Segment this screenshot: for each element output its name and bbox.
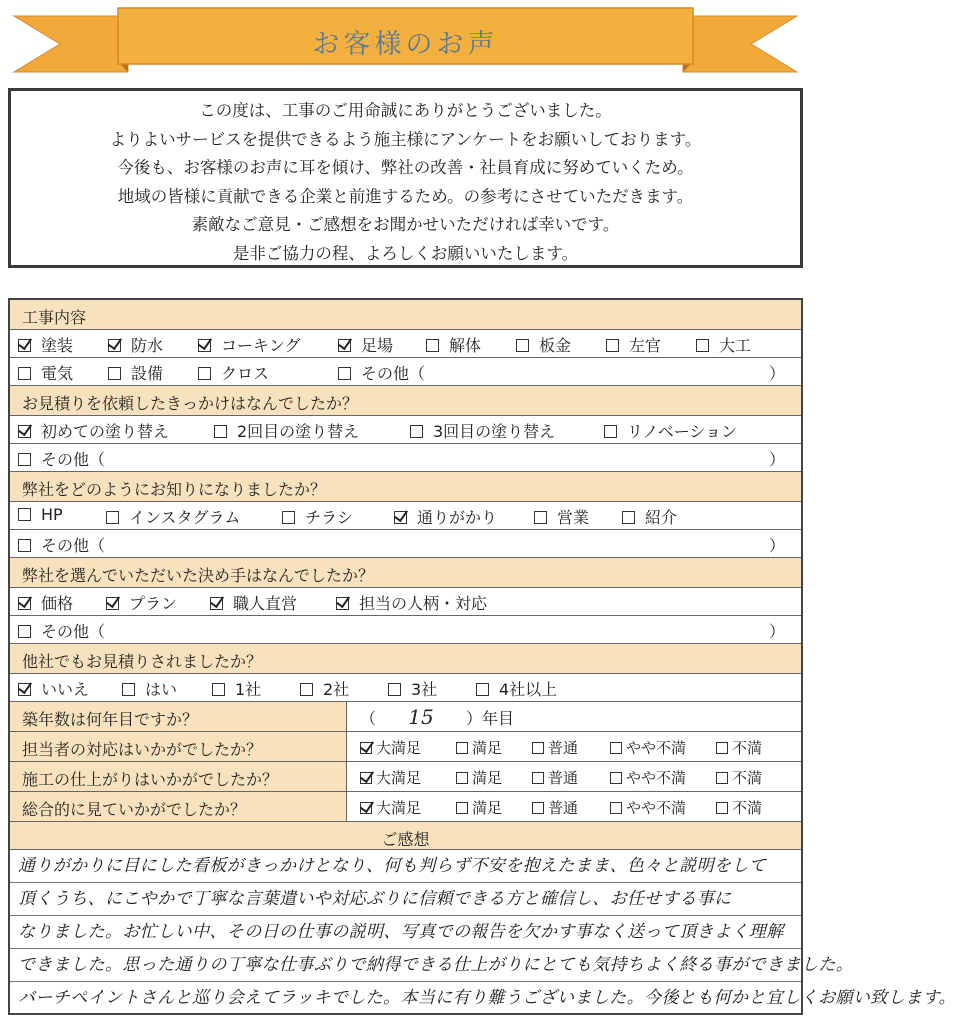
rating-option[interactable]: 満足 [456, 737, 502, 758]
option-sheet-metal[interactable]: 板金 [516, 333, 571, 356]
rating-option[interactable]: 普通 [532, 737, 578, 758]
option-carpentry[interactable]: 大工 [696, 333, 751, 356]
checkbox[interactable] [106, 511, 119, 524]
question-label: 工事内容 [22, 308, 87, 327]
building-age-field[interactable]: （ 15 ）年目 [360, 705, 515, 729]
checkbox[interactable] [716, 742, 728, 754]
checkbox[interactable] [360, 742, 372, 754]
options-row [10, 416, 801, 444]
rating-option[interactable]: やや不満 [610, 797, 686, 818]
checkbox[interactable] [122, 683, 135, 696]
checkbox[interactable] [18, 339, 31, 352]
comment-line: 頂くうち、にこやかで丁寧な言葉遣いや対応ぶりに信頼できる方と確信し、お任せする事に [10, 883, 801, 916]
rating-option[interactable]: やや不満 [610, 737, 686, 758]
checkbox[interactable] [18, 683, 31, 696]
checkbox[interactable] [282, 511, 295, 524]
option-direct-craftsmen[interactable]: 職人直営 [210, 591, 297, 614]
rating-option[interactable]: 不満 [716, 797, 762, 818]
checkbox[interactable] [198, 367, 211, 380]
checkbox[interactable] [108, 339, 121, 352]
options-row [10, 616, 801, 644]
question-label: お見積りを依頼したきっかけはなんでしたか？ [22, 394, 359, 413]
checkbox[interactable] [610, 772, 622, 784]
checkbox[interactable] [18, 425, 31, 438]
checkbox[interactable] [532, 742, 544, 754]
question-header-work [10, 300, 801, 330]
question-label: 総合的に見ていかがでしたか？ [22, 800, 247, 819]
checkbox[interactable] [532, 802, 544, 814]
checkbox[interactable] [716, 802, 728, 814]
checkbox[interactable] [338, 367, 351, 380]
question-label: 弊社を選んでいただいた決め手はなんでしたか？ [22, 566, 375, 585]
rating-option[interactable]: 満足 [456, 797, 502, 818]
option-scaffolding[interactable]: 足場 [338, 333, 393, 356]
checkbox[interactable] [18, 539, 31, 552]
rating-option[interactable]: 不満 [716, 767, 762, 788]
checkbox[interactable] [410, 425, 423, 438]
options-row [10, 502, 801, 530]
options-row [10, 444, 801, 472]
checkbox[interactable] [476, 683, 489, 696]
checkbox[interactable] [18, 367, 31, 380]
checkbox[interactable] [426, 339, 439, 352]
option-other[interactable]: その他（ [18, 447, 105, 470]
question-cell [10, 762, 347, 791]
option-second-repaint[interactable]: 2回目の塗り替え [214, 419, 359, 442]
close-paren: ） [768, 622, 785, 641]
option-passing-by[interactable]: 通りがかり [394, 505, 497, 528]
checkbox[interactable] [388, 683, 401, 696]
option-yes[interactable]: はい [122, 677, 177, 700]
question-row-finish-quality [10, 762, 801, 792]
option-sales[interactable]: 営業 [534, 505, 589, 528]
option-referral[interactable]: 紹介 [622, 505, 677, 528]
option-wallpaper[interactable]: クロス [198, 361, 269, 384]
options-row [10, 674, 801, 702]
option-plastering[interactable]: 左官 [606, 333, 661, 356]
intro-line: 是非ご協力の程、よろしくお願いいたします。 [232, 243, 579, 263]
comments-header [10, 822, 801, 850]
question-cell [10, 792, 347, 821]
checkbox[interactable] [622, 511, 635, 524]
rating-option[interactable]: 満足 [456, 767, 502, 788]
option-renovation[interactable]: リノベーション [604, 419, 737, 442]
checkbox[interactable] [18, 508, 31, 521]
option-other[interactable]: その他（ [338, 361, 425, 384]
question-row-overall [10, 792, 801, 822]
checkbox[interactable] [696, 339, 709, 352]
comment-line: できました。思った通りの丁寧な仕事ぶりで納得できる仕上がりにとても気持ちよく終る事ができました。 [10, 949, 801, 982]
option-equipment[interactable]: 設備 [108, 361, 163, 384]
intro-line: 今後も、お客様のお声に耳を傾け、弊社の改善・社員育成に努めていくため。 [117, 158, 694, 178]
option-waterproofing[interactable]: 防水 [108, 333, 163, 356]
option-other[interactable]: その他（ [18, 619, 105, 642]
question-label: 施工の仕上がりはいかがでしたか？ [22, 770, 279, 789]
checkbox[interactable] [534, 511, 547, 524]
question-label: 担当者の対応はいかがでしたか？ [22, 740, 263, 759]
options-row [10, 330, 801, 358]
checkbox[interactable] [606, 339, 619, 352]
options-row [10, 588, 801, 616]
rating-option[interactable]: 大満足 [360, 767, 421, 788]
checkbox[interactable] [456, 772, 468, 784]
option-staff-personality[interactable]: 担当の人柄・対応 [336, 591, 487, 614]
question-header-discovery [10, 472, 801, 502]
option-2-companies[interactable]: 2社 [300, 677, 349, 700]
comment-line: バーチペイントさんと巡り会えてラッキでした。本当に有り難うございました。今後とも何かと宜しくお願い致します。 [18, 988, 956, 1008]
header-banner [0, 0, 811, 84]
close-paren: ） [768, 536, 785, 555]
building-age-value: 15 [408, 705, 434, 729]
option-electrical[interactable]: 電気 [18, 361, 73, 384]
checkbox[interactable] [18, 597, 31, 610]
checkbox[interactable] [18, 453, 31, 466]
question-label: 他社でもお見積りされましたか？ [22, 652, 263, 671]
checkbox[interactable] [300, 683, 313, 696]
question-row-staff-response [10, 732, 801, 762]
option-4plus-companies[interactable]: 4社以上 [476, 677, 557, 700]
banner-title: お客様のお声 [312, 29, 499, 60]
option-plan[interactable]: プラン [106, 591, 177, 614]
question-label: 築年数は何年目ですか？ [22, 710, 199, 729]
option-caulking[interactable]: コーキング [198, 333, 301, 356]
close-paren: ） [768, 364, 785, 383]
option-first-repaint[interactable]: 初めての塗り替え [18, 419, 169, 442]
option-1-company[interactable]: 1社 [212, 677, 261, 700]
checkbox[interactable] [456, 742, 468, 754]
question-header-trigger [10, 386, 801, 416]
rating-option[interactable]: やや不満 [610, 767, 686, 788]
checkbox[interactable] [360, 802, 372, 814]
checkbox[interactable] [610, 742, 622, 754]
checkbox[interactable] [214, 425, 227, 438]
checkbox[interactable] [360, 772, 372, 784]
options-row [10, 530, 801, 558]
rating-option[interactable]: 普通 [532, 797, 578, 818]
checkbox[interactable] [716, 772, 728, 784]
option-instagram[interactable]: インスタグラム [106, 505, 240, 528]
intro-message-box [8, 88, 803, 268]
checkbox[interactable] [198, 339, 211, 352]
close-paren: ） [768, 450, 785, 469]
intro-line: 素敵なご意見・ご感想をお聞かせいただければ幸いです。 [191, 215, 620, 235]
option-third-repaint[interactable]: 3回目の塗り替え [410, 419, 555, 442]
question-header-deciding-factor [10, 558, 801, 588]
checkbox[interactable] [394, 511, 407, 524]
checkbox[interactable] [516, 339, 529, 352]
question-cell [10, 732, 347, 761]
checkbox[interactable] [456, 802, 468, 814]
comments-label: ご感想 [381, 830, 430, 849]
checkbox[interactable] [106, 597, 119, 610]
option-3-companies[interactable]: 3社 [388, 677, 437, 700]
intro-line: 地域の皆様に貢献できる企業と前進するため。の参考にさせていただきます。 [117, 186, 694, 206]
checkbox[interactable] [336, 597, 349, 610]
question-row-building-age [10, 702, 801, 732]
option-demolition[interactable]: 解体 [426, 333, 481, 356]
rating-option[interactable]: 不満 [716, 737, 762, 758]
rating-option[interactable]: 大満足 [360, 737, 421, 758]
checkbox[interactable] [604, 425, 617, 438]
rating-option[interactable]: 大満足 [360, 797, 421, 818]
option-painting[interactable]: 塗装 [18, 333, 73, 356]
option-other[interactable]: その他（ [18, 533, 105, 556]
option-flyer[interactable]: チラシ [282, 505, 353, 528]
comment-line: 通りがかりに目にした看板がきっかけとなり、何も判らず不安を抱えたまま、色々と説明をして [10, 850, 801, 883]
checkbox[interactable] [212, 683, 225, 696]
intro-line: よりよいサービスを提供できるよう施主様にアンケートをお願いしております。 [109, 129, 702, 149]
option-price[interactable]: 価格 [18, 591, 73, 614]
survey-form [8, 298, 956, 1015]
comment-line: なりました。お忙しい中、その日の仕事の説明、写真での報告を欠かす事なく送って頂きよく理解 [10, 916, 801, 949]
checkbox[interactable] [610, 802, 622, 814]
option-hp[interactable]: HP [18, 505, 63, 524]
checkbox[interactable] [210, 597, 223, 610]
rating-option[interactable]: 普通 [532, 767, 578, 788]
intro-line: この度は、工事のご用命誠にありがとうございました。 [199, 101, 612, 120]
checkbox[interactable] [338, 339, 351, 352]
checkbox[interactable] [108, 367, 121, 380]
options-row [10, 358, 801, 386]
checkbox[interactable] [18, 625, 31, 638]
option-no[interactable]: いいえ [18, 677, 89, 700]
question-cell [10, 702, 347, 731]
question-label: 弊社をどのようにお知りになりましたか？ [22, 480, 327, 499]
question-header-other-quotes [10, 644, 801, 674]
checkbox[interactable] [532, 772, 544, 784]
